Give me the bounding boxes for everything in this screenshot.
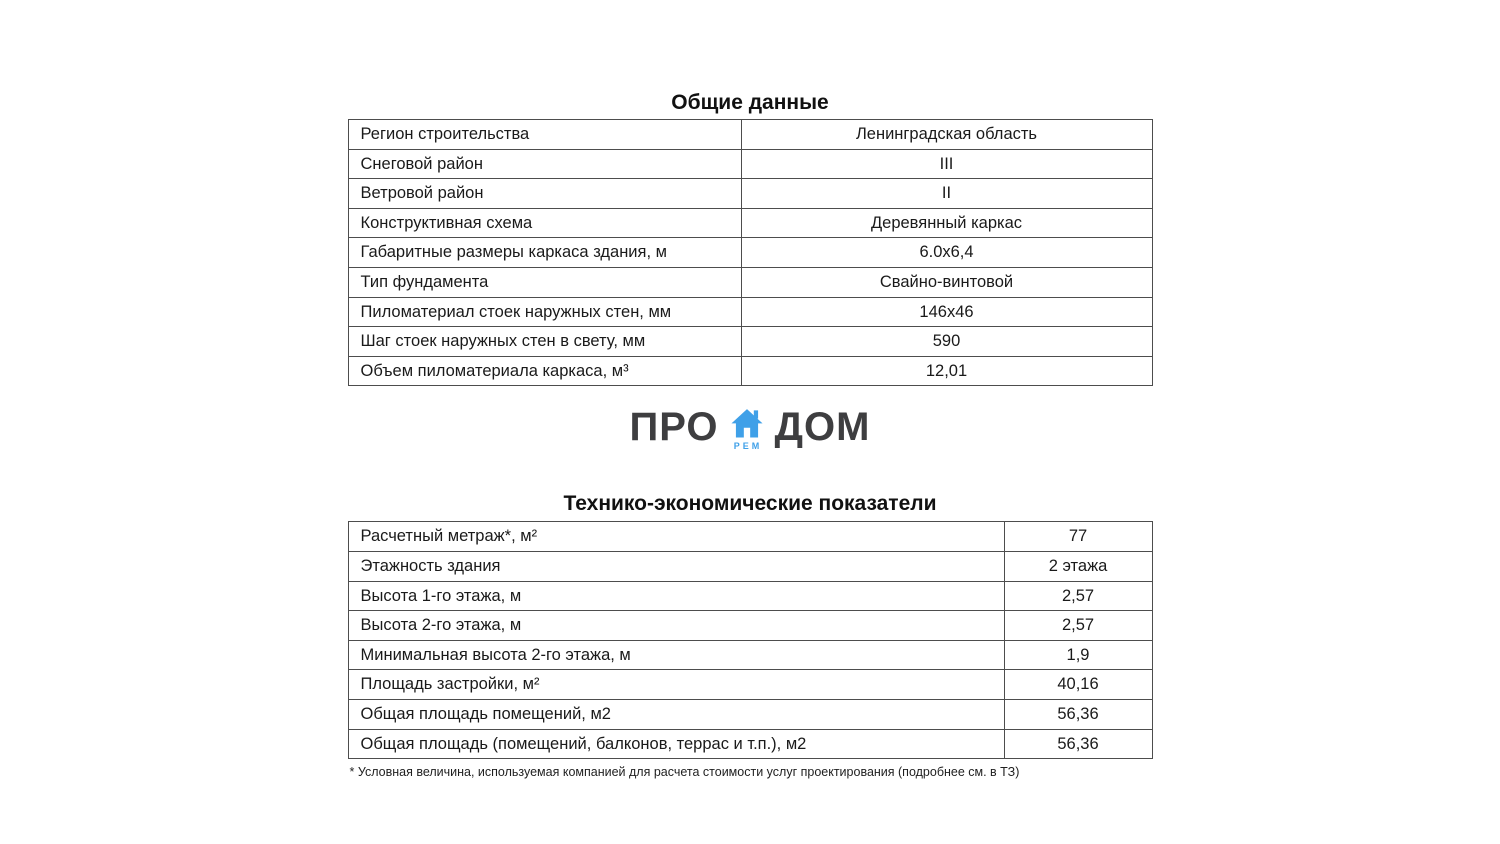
row-label: Ветровой район [360, 184, 484, 203]
table-row [349, 611, 1152, 641]
row-value: II [741, 179, 1152, 208]
table-row [349, 670, 1152, 700]
logo-mark [728, 405, 766, 451]
row-label: Габаритные размеры каркаса здания, м [360, 243, 667, 262]
row-label: Снеговой район [360, 154, 483, 173]
table-row [349, 522, 1152, 552]
row-value: 6.0x6,4 [741, 238, 1152, 267]
table-row [349, 582, 1152, 612]
row-value: 1,9 [1004, 641, 1152, 670]
table-row [349, 552, 1152, 582]
row-value: 12,01 [741, 357, 1152, 386]
row-value: Свайно-винтовой [741, 268, 1152, 297]
row-value: Деревянный каркас [741, 209, 1152, 238]
row-label: Минимальная высота 2-го этажа, м [360, 645, 631, 664]
row-label: Общая площадь помещений, м2 [360, 704, 611, 723]
section-title-indicators: Технико-экономические показатели [563, 492, 937, 516]
table-row [349, 357, 1152, 386]
content-column [348, 0, 1153, 779]
row-label: Регион строительства [360, 125, 530, 144]
row-label: Этажность здания [360, 556, 501, 575]
row-value: 146x46 [741, 298, 1152, 327]
row-value: 40,16 [1004, 670, 1152, 699]
logo-word-dom: ДОМ [774, 405, 871, 450]
table-row [349, 209, 1152, 239]
row-value: 56,36 [1004, 700, 1152, 729]
general-data-table [348, 119, 1153, 386]
row-label: Объем пиломатериала каркаса, м³ [360, 361, 629, 380]
row-label: Тип фундамента [360, 273, 489, 292]
row-value: 77 [1004, 522, 1152, 551]
row-value: 2,57 [1004, 611, 1152, 640]
table-row [349, 641, 1152, 671]
house-icon [728, 405, 766, 443]
table-row [349, 327, 1152, 357]
row-label: Расчетный метраж*, м² [360, 527, 538, 546]
table-row [349, 150, 1152, 180]
section-title-general: Общие данные [671, 91, 829, 114]
table-row [349, 238, 1152, 268]
row-label: Высота 1-го этажа, м [360, 586, 522, 605]
table-row [349, 730, 1152, 759]
row-label: Площадь застройки, м² [360, 675, 540, 694]
row-value: 56,36 [1004, 730, 1152, 759]
logo-word-pro: ПРО [629, 405, 719, 450]
row-value: 590 [741, 327, 1152, 356]
logo [348, 404, 1153, 458]
row-label: Шаг стоек наружных стен в свету, мм [360, 332, 646, 351]
row-label: Конструктивная схема [360, 213, 533, 232]
row-label: Высота 2-го этажа, м [360, 616, 522, 635]
footnote: * Условная величина, используемая компанией для расчета стоимости услуг проектирования (подробнее см. в ТЗ) [349, 765, 1020, 780]
row-value: Ленинградская область [741, 120, 1152, 149]
table-row [349, 120, 1152, 150]
table-row [349, 268, 1152, 298]
logo-caption-rem: РЕМ [733, 441, 763, 452]
row-value: 2 этажа [1004, 552, 1152, 581]
row-label: Пиломатериал стоек наружных стен, мм [360, 302, 672, 321]
table-row [349, 179, 1152, 209]
table-row [349, 700, 1152, 730]
table-row [349, 298, 1152, 328]
indicators-table [348, 521, 1153, 759]
row-value: 2,57 [1004, 582, 1152, 611]
row-value: III [741, 150, 1152, 179]
row-label: Общая площадь (помещений, балконов, террас и т.п.), м2 [360, 734, 807, 753]
